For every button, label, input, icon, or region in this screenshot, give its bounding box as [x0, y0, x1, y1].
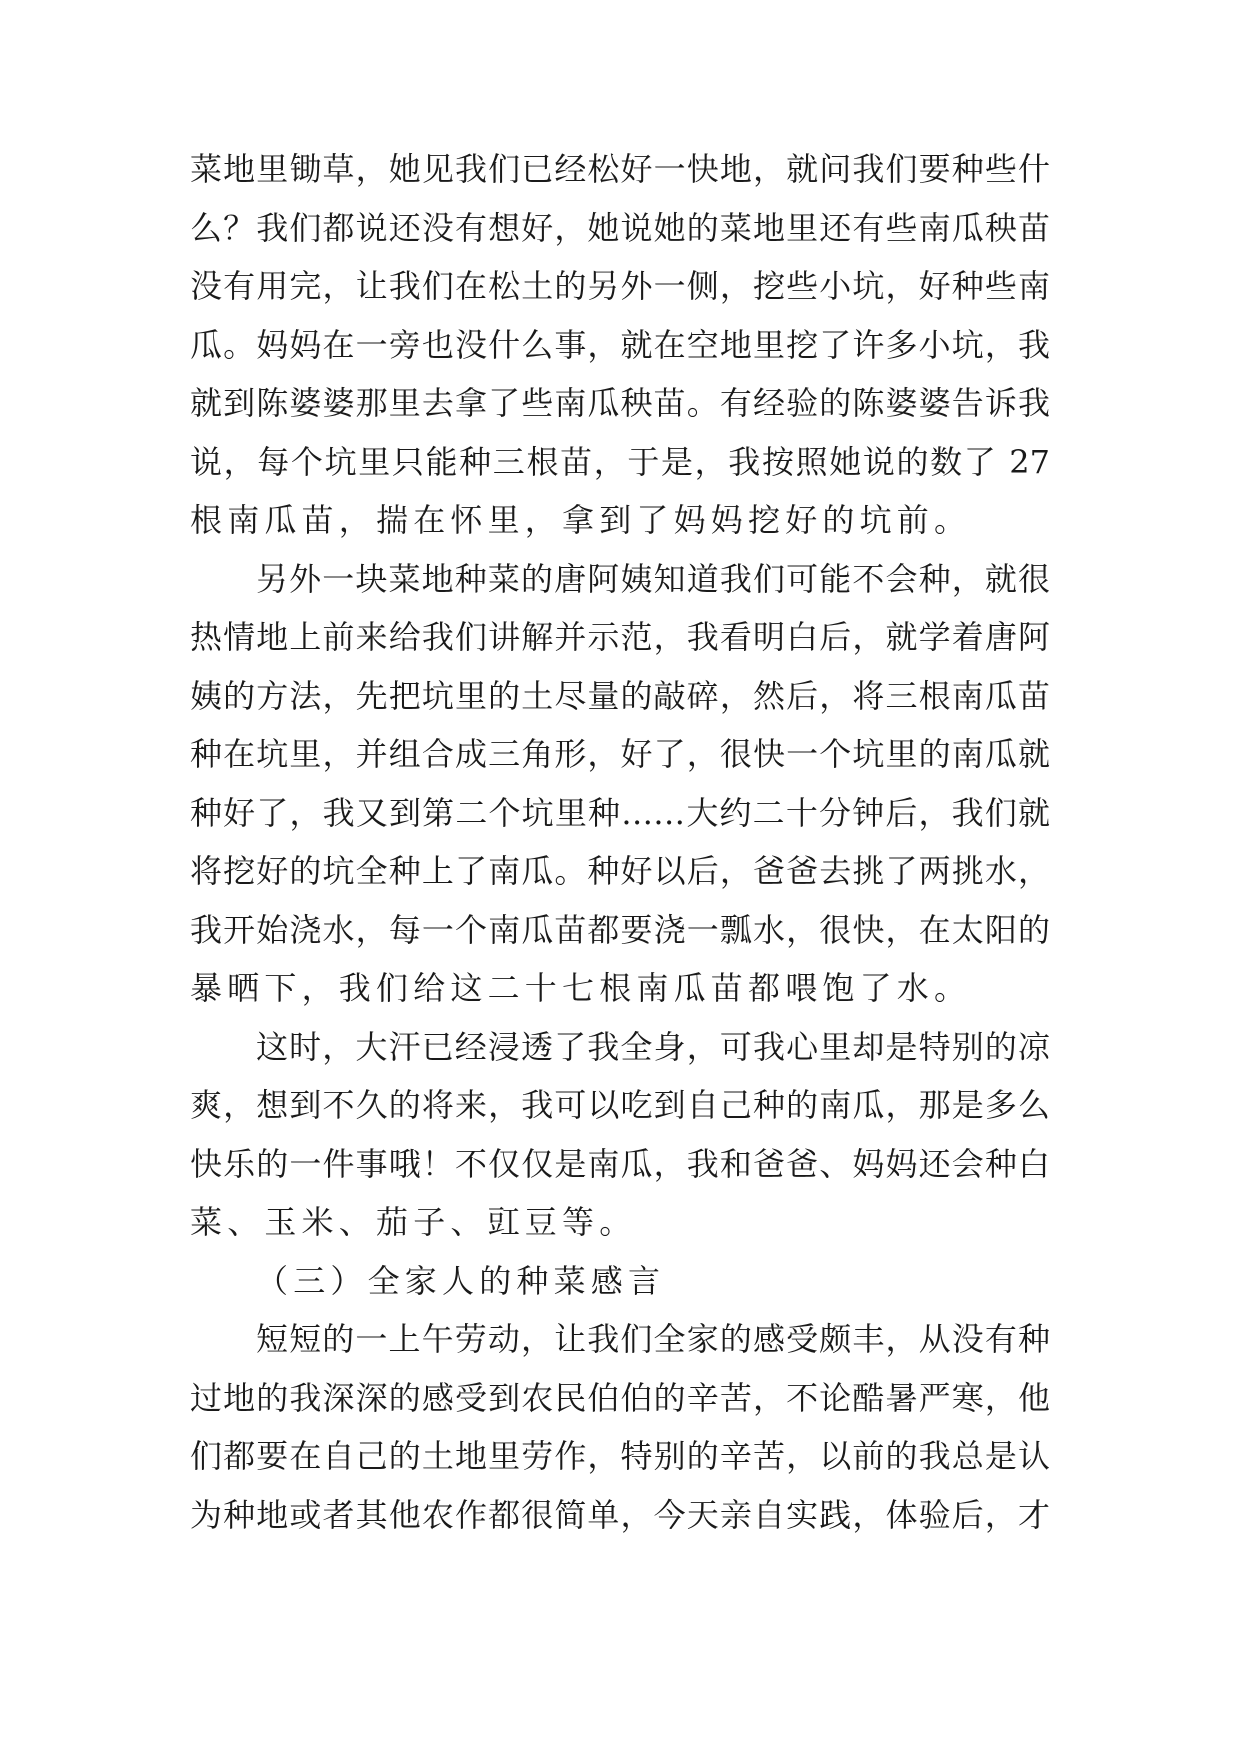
- text-line: 将挖好的坑全种上了南瓜。种好以后，爸爸去挑了两挑水，: [190, 852, 1050, 890]
- text-line: 我开始浇水，每一个南瓜苗都要浇一瓢水，很快，在太阳的: [190, 910, 1050, 949]
- text-line: 就到陈婆婆那里去拿了些南瓜秧苗。有经验的陈婆婆告诉我: [190, 384, 1050, 422]
- text-line: 热情地上前来给我们讲解并示范，我看明白后，就学着唐阿: [190, 618, 1050, 656]
- text-line: 没有用完，让我们在松土的另外一侧，挖些小坑，好种些南: [190, 267, 1050, 305]
- text-line: 种在坑里，并组合成三角形，好了，很快一个坑里的南瓜就: [190, 735, 1050, 773]
- text-line: 过地的我深深的感受到农民伯伯的辛苦，不论酷暑严寒，他: [190, 1378, 1050, 1417]
- text-line: 暴晒下，我们给这二十七根南瓜苗都喂饱了水。: [190, 969, 972, 1007]
- text-line: 为种地或者其他农作都很简单，今天亲自实践，体验后，才: [190, 1495, 1050, 1534]
- text-line: 爽，想到不久的将来，我可以吃到自己种的南瓜，那是多么: [190, 1086, 1050, 1124]
- text-line: 么？我们都说还没有想好，她说她的菜地里还有些南瓜秧苗: [190, 208, 1050, 247]
- text-line: 菜地里锄草，她见我们已经松好一快地，就问我们要种些什: [190, 150, 1050, 188]
- text-line: 种好了，我又到第二个坑里种……大约二十分钟后，我们就: [190, 793, 1050, 832]
- text-line: 根南瓜苗，揣在怀里，拿到了妈妈挖好的坑前。: [190, 501, 972, 539]
- text-line: 另外一块菜地种菜的唐阿姨知道我们可能不会种，就很: [256, 559, 1050, 598]
- section-heading: （三）全家人的种菜感言: [256, 1261, 666, 1300]
- text-line: 这时，大汗已经浸透了我全身，可我心里却是特别的凉: [256, 1027, 1050, 1066]
- text-line: 菜、玉米、茄子、豇豆等。: [190, 1203, 637, 1241]
- text-line: 姨的方法，先把坑里的土尽量的敲碎，然后，将三根南瓜苗: [190, 676, 1050, 715]
- text-line: 说，每个坑里只能种三根苗，于是，我按照她说的数了 27: [190, 442, 1050, 481]
- text-line: 瓜。妈妈在一旁也没什么事，就在空地里挖了许多小坑，我: [190, 325, 1050, 364]
- body-text: [190, 140, 1050, 1544]
- text-line: 们都要在自己的土地里劳作，特别的辛苦，以前的我总是认: [190, 1437, 1050, 1475]
- text-line: 快乐的一件事哦！不仅仅是南瓜，我和爸爸、妈妈还会种白: [190, 1144, 1050, 1183]
- text-line: 短短的一上午劳动，让我们全家的感受颇丰，从没有种: [256, 1320, 1050, 1358]
